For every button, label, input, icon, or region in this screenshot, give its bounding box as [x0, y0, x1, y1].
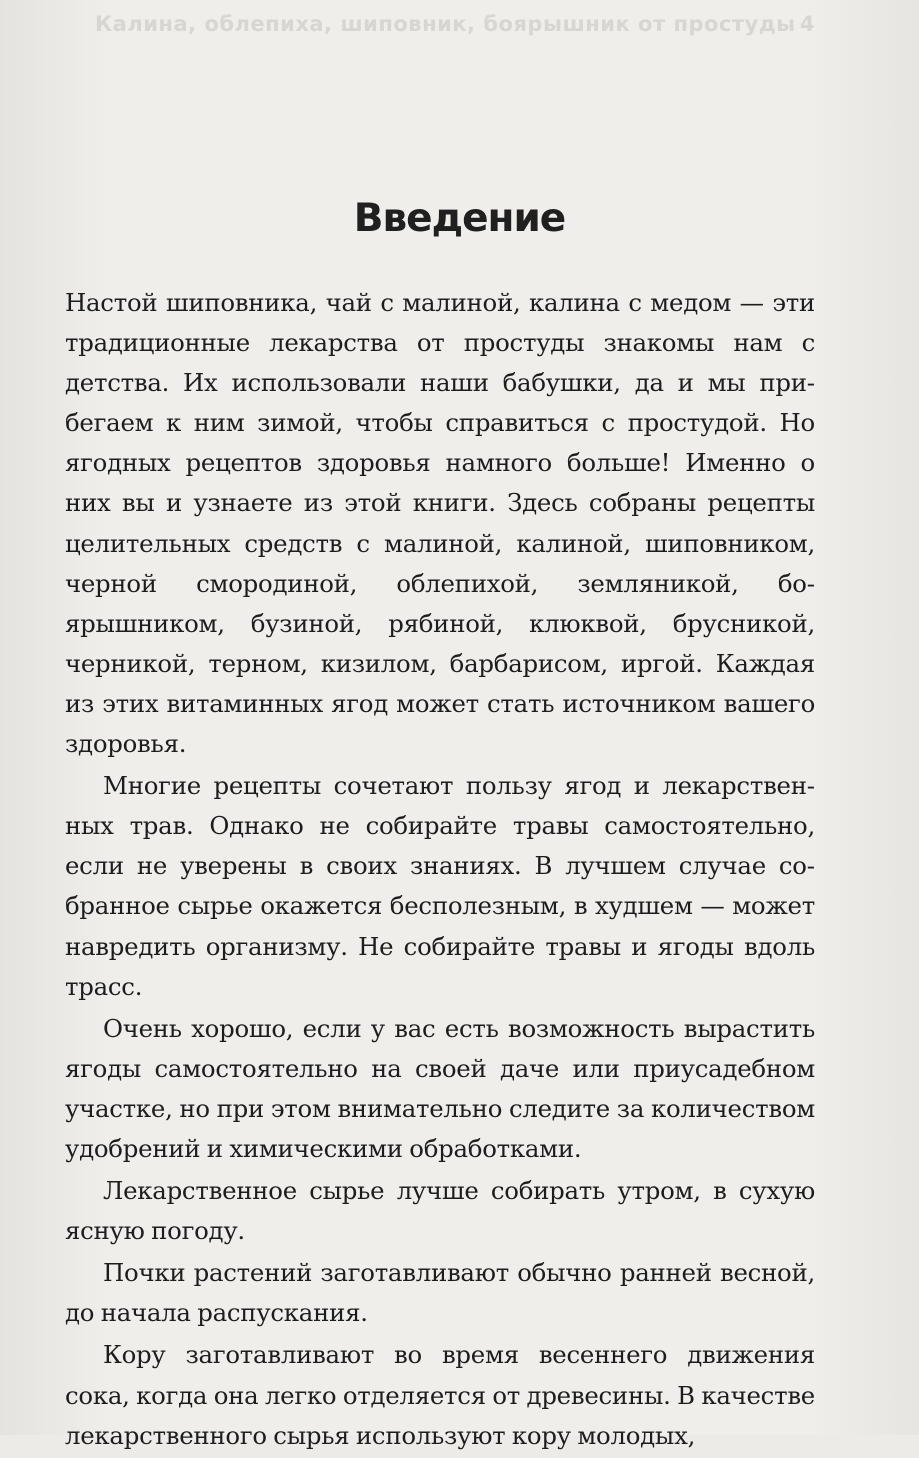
- running-head: [95, 10, 815, 40]
- paragraph-3: Очень хорошо, если у вас есть возможность вырастить ягоды самостоятельно на своей даче или приусадебном участке, но при этом внимательно следите за количеством удобрений и химическими обработками.: [65, 1013, 815, 1163]
- chapter-title: Введение: [353, 196, 566, 241]
- paragraph-1: Настой шиповника, чай с малиной, калина с медом — эти традиционные лекарства от простуды знакомы нам с детства. Их использовали наши бабушки, да и мы прибегаем к ним зимой, чтобы справиться с простудой. Но ягодных рецептов здоровья намного больше! Именно о них вы и узнаете из этой книги. Здесь собраны рецепты целительных средств с малиной, калиной, шиповником, черной смородиной, облепихой, земляникой, боярышником, бузиной, рябиной, клюквой, брусникой, черникой, терном, кизилом, барбарисом, иргой. Каждая из этих витаминных ягод может стать источником вашего здоровья.: [65, 288, 815, 759]
- body-text: [65, 283, 815, 1458]
- paragraph-5: Почки растений заготавливают обычно ранней весной, до начала распускания.: [65, 1258, 815, 1328]
- paragraph-2: Многие рецепты сочетают пользу ягод и лекарственных трав. Однако не собирайте травы самостоятельно, если не уверены в своих знаниях. В лучшем случае собранное сырье окажется бесполезным, в худшем — может навредить организму. Не собирайте травы и ягоды вдоль трасс.: [65, 771, 815, 1001]
- paragraph-6: Кору заготавливают во время весеннего движения сока, когда она легко отделяется от древесины. В качестве лекарственного сырья используют кору молодых,: [65, 1340, 815, 1450]
- page-number: 4: [799, 12, 815, 36]
- paragraph-4: Лекарственное сырье лучше собирать утром, в сухую ясную погоду.: [65, 1176, 815, 1246]
- running-head-title: Калина, облепиха, шиповник, боярышник от простуды: [95, 12, 796, 36]
